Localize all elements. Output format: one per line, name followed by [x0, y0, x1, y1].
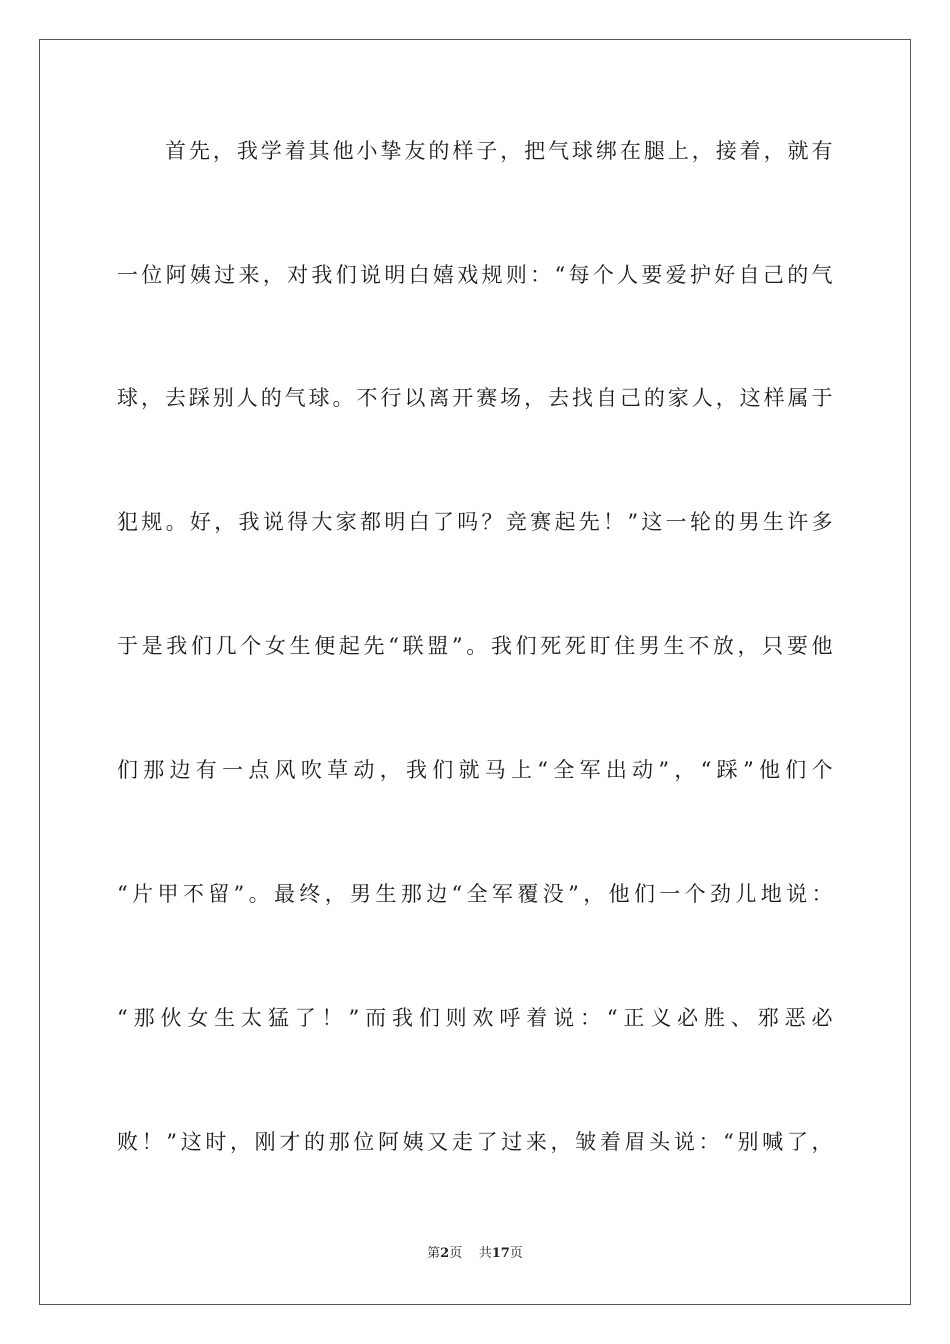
paragraph-line-9: 败！”这时，刚才的那位阿姨又走了过来，皱着眉头说：“别喊了，: [117, 1130, 833, 1154]
page-suffix: 页: [449, 1246, 463, 1261]
paragraph-line-5: 于是我们几个女生便起先“联盟”。我们死死盯住男生不放，只要他: [117, 634, 833, 658]
paragraph-line-2: 一位阿姨过来，对我们说明白嬉戏规则：“每个人要爱护好自己的气: [117, 263, 833, 287]
page-footer: [0, 1244, 950, 1264]
paragraph-line-7: “片甲不留”。最终，男生那边“全军覆没”，他们一个劲儿地说：: [117, 882, 833, 906]
page-prefix: 第: [427, 1246, 441, 1261]
paragraph-line-1: 首先，我学着其他小挚友的样子，把气球绑在腿上，接着，就有: [165, 139, 833, 163]
paragraph-line-4: 犯规。好，我说得大家都明白了吗？竞赛起先！”这一轮的男生许多: [117, 510, 833, 534]
total-suffix: 页: [509, 1246, 523, 1261]
paragraph-line-3: 球，去踩别人的气球。不行以离开赛场，去找自己的家人，这样属于: [117, 386, 833, 410]
page-border: [39, 39, 911, 1305]
page-number: 2: [440, 1246, 450, 1261]
paragraph-line-6: 们那边有一点风吹草动，我们就马上“全军出动”，“踩”他们个: [117, 758, 833, 782]
paragraph-line-8: “那伙女生太猛了！”而我们则欢呼着说：“正义必胜、邪恶必: [117, 1006, 833, 1030]
total-prefix: 共: [478, 1246, 492, 1261]
total-pages: 17: [491, 1246, 510, 1261]
